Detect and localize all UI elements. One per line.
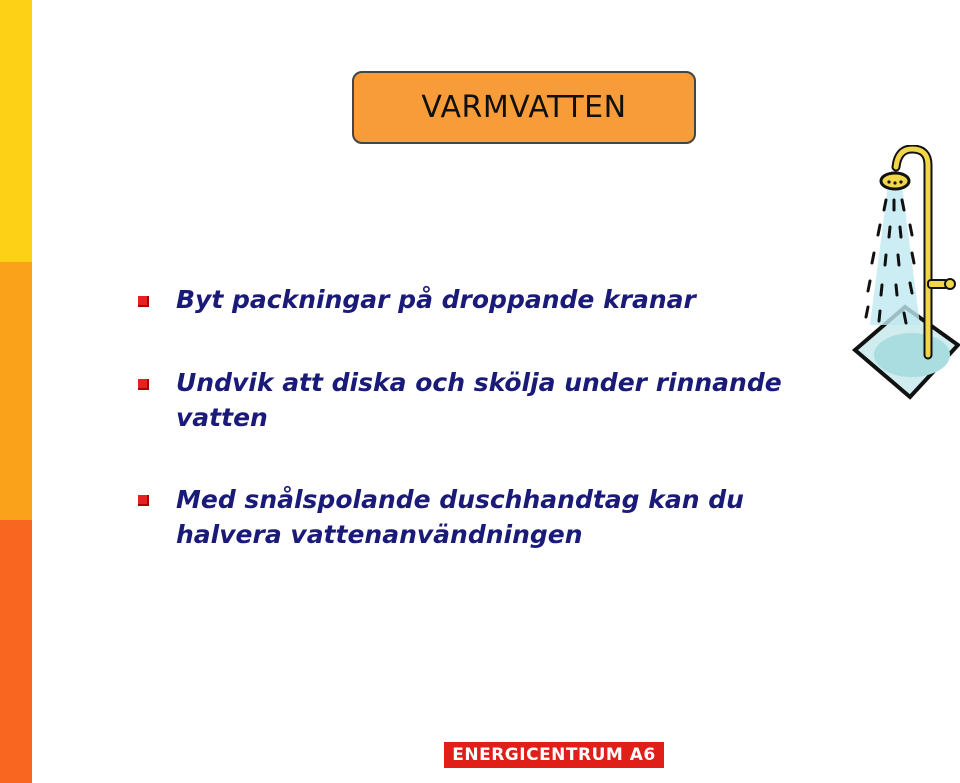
side-color-stripe [0,0,32,783]
bullet-item-1: Byt packningar på droppande kranar [176,285,696,314]
bullet-item-3: Med snålspolande duschhandtag kan du halvera vattenanvändningen [176,485,744,549]
page-title: VARMVATTEN [421,90,627,125]
bullet-marker [138,296,149,307]
bullet-marker [138,495,149,506]
shower-icon [850,145,960,405]
footer-logo [444,742,664,768]
bullet-item-2: Undvik att diska och skölja under rinnande vatten [176,368,782,432]
bullet-marker [138,379,149,390]
footer-logo-text: ENERGICENTRUM A6 [452,745,656,765]
title-box [352,71,696,144]
